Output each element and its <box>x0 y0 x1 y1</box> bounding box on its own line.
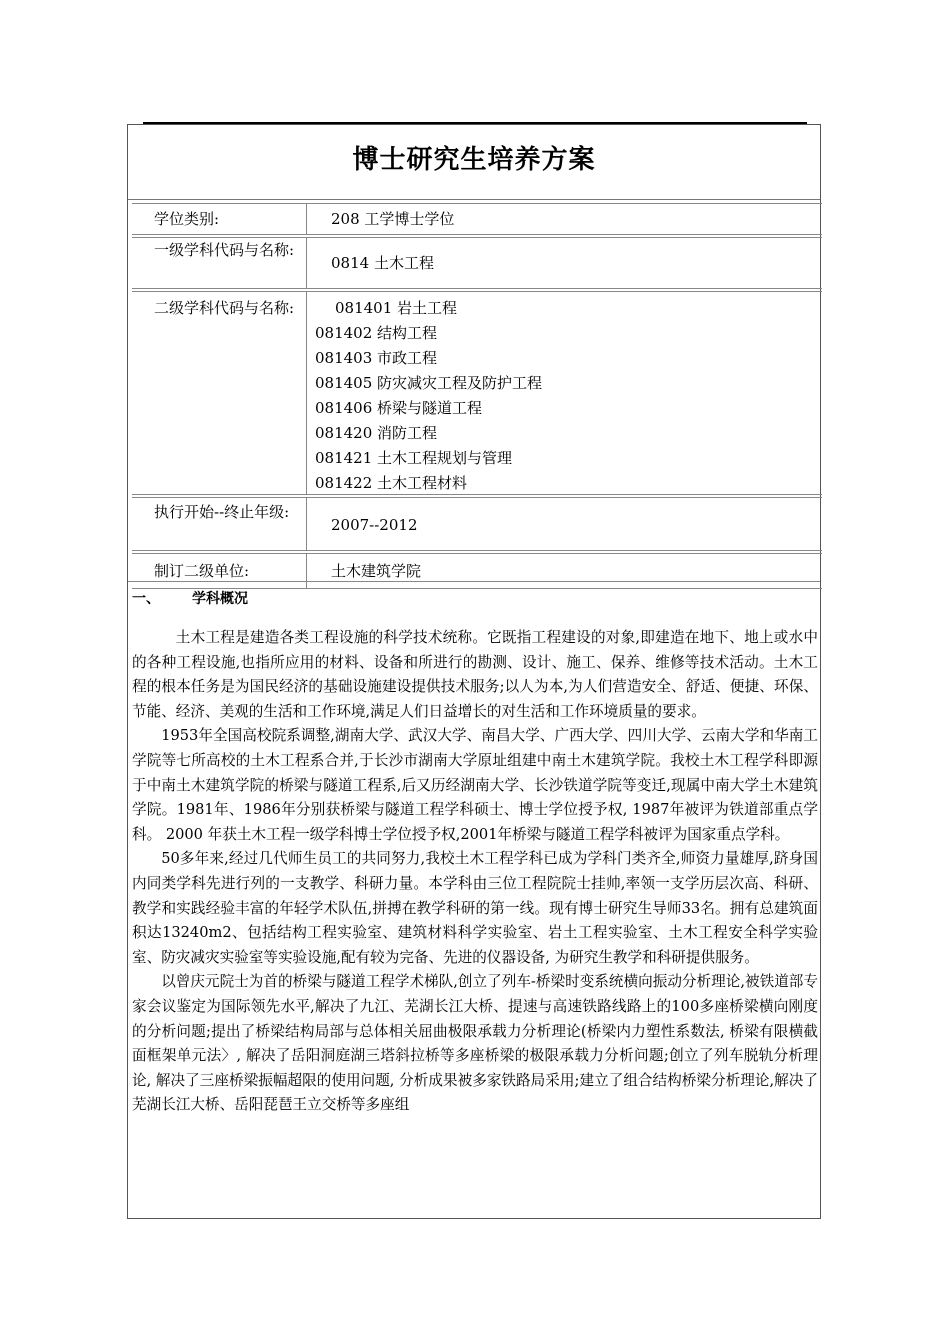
row-period <box>132 497 822 551</box>
list-item: 081421 土木工程规划与管理 <box>315 449 513 467</box>
degree-type-value: 208 工学博士学位 <box>331 210 455 228</box>
paragraph: 以曾庆元院士为首的桥梁与隧道工程学术梯队,创立了列车-桥梁时变系统横向振动分析理论,被铁道部专家会议鉴定为国际领先水平,解决了九江、芜湖长江大桥、提速与高速铁路线路上的100多座桥梁横向刚度的分析问题;提出了桥梁结构局部与总体相关屈曲极限承载力分析理论(桥梁内力塑性系数法, 桥梁有限横截面框架单元法〉, 解决了岳阳洞庭湖三塔斜拉桥等多座桥梁的极限承载力分析问题;创立了列车脱轨分析理论, 解决了三座桥梁振幅超限的使用问题, 分析成果被多家铁路局采用;建立了组合结构桥梁分析理论,解决了芜湖长江大桥、岳阳琵琶王立交桥等多座组 <box>132 973 818 1114</box>
section-title: 学科概况 <box>192 591 248 607</box>
row-second-discipline <box>132 291 822 495</box>
section-overview <box>128 581 820 1118</box>
row-first-discipline <box>132 237 822 289</box>
list-item: 081420 消防工程 <box>315 424 438 442</box>
list-item: 081405 防灾减灾工程及防护工程 <box>315 374 543 392</box>
second-discipline-label: 二级学科代码与名称: <box>132 292 307 494</box>
section-body <box>132 626 818 1118</box>
degree-type-label: 学位类别: <box>132 204 307 234</box>
period-label: 执行开始--终止年级: <box>132 498 307 550</box>
title-box <box>128 125 820 200</box>
section-heading <box>132 588 820 608</box>
document-frame <box>127 124 821 1219</box>
list-item: 081403 市政工程 <box>315 349 438 367</box>
list-item: 081406 桥梁与隧道工程 <box>315 399 483 417</box>
list-item: 081422 土木工程材料 <box>315 474 468 492</box>
period-value: 2007--2012 <box>331 516 418 534</box>
unit-label: 制订二级单位: <box>132 554 307 588</box>
section-number: 一、 <box>132 591 160 607</box>
first-discipline-value: 0814 土木工程 <box>331 254 434 272</box>
unit-value: 土木建筑学院 <box>331 562 422 580</box>
list-item: 081402 结构工程 <box>315 324 438 342</box>
paragraph: 1953年全国高校院系调整,湖南大学、武汉大学、南昌大学、广西大学、四川大学、云南大学和华南工学院等七所高校的土木工程系合并,于长沙市湖南大学原址组建中南土木建筑学院。我校土木工程学科即源于中南土木建筑学院的桥梁与隧道工程系,后又历经湖南大学、长沙铁道学院等变迁,现属中南大学土木建筑学院。1981年、1986年分别获桥梁与隧道工程学科硕士、博士学位授予权, 1987年被评为铁道部重点学科。 2000 年获土木工程一级学科博士学位授予权,2001年桥梁与隧道工程学科被评为国家重点学科。 <box>132 727 818 843</box>
first-discipline-label: 一级学科代码与名称: <box>132 238 307 288</box>
list-item: 081401 岩土工程 <box>335 299 458 317</box>
paragraph: 土木工程是建造各类工程设施的科学技术统称。它既指工程建设的对象,即建造在地下、地上或水中的各种工程设施,也指所应用的材料、设备和所进行的勘测、设计、施工、保养、维修等技术活动。土木工程的根本任务是为国民经济的基础设施建设提供技术服务;以人为本,为人们营造安全、舒适、便捷、环保、节能、经济、美观的生活和工作环境,满足人们日益增长的对生活和工作环境质量的要求。 <box>132 629 818 720</box>
second-discipline-list <box>307 292 822 494</box>
paragraph: 50多年来,经过几代师生员工的共同努力,我校土木工程学科已成为学科门类齐全,师资力量雄厚,跻身国内同类学科先进行列的一支教学、科研力量。本学科由三位工程院院士挂帅,率领一支学历层次高、科研、教学和实践经验丰富的年轻学术队伍,拼搏在教学科研的第一线。现有博士研究生导师33名。拥有总建筑面积达13240m2、包括结构工程实验室、建筑材料科学实验室、岩土工程实验室、土木工程安全科学实验室、防灾减灾实验室等实验设施,配有较为完备、先进的仪器设备, 为研究生教学和科研提供服务。 <box>132 850 818 966</box>
info-table <box>132 203 822 591</box>
page-title: 博士研究生培养方案 <box>352 145 596 175</box>
row-degree-type <box>132 203 822 235</box>
